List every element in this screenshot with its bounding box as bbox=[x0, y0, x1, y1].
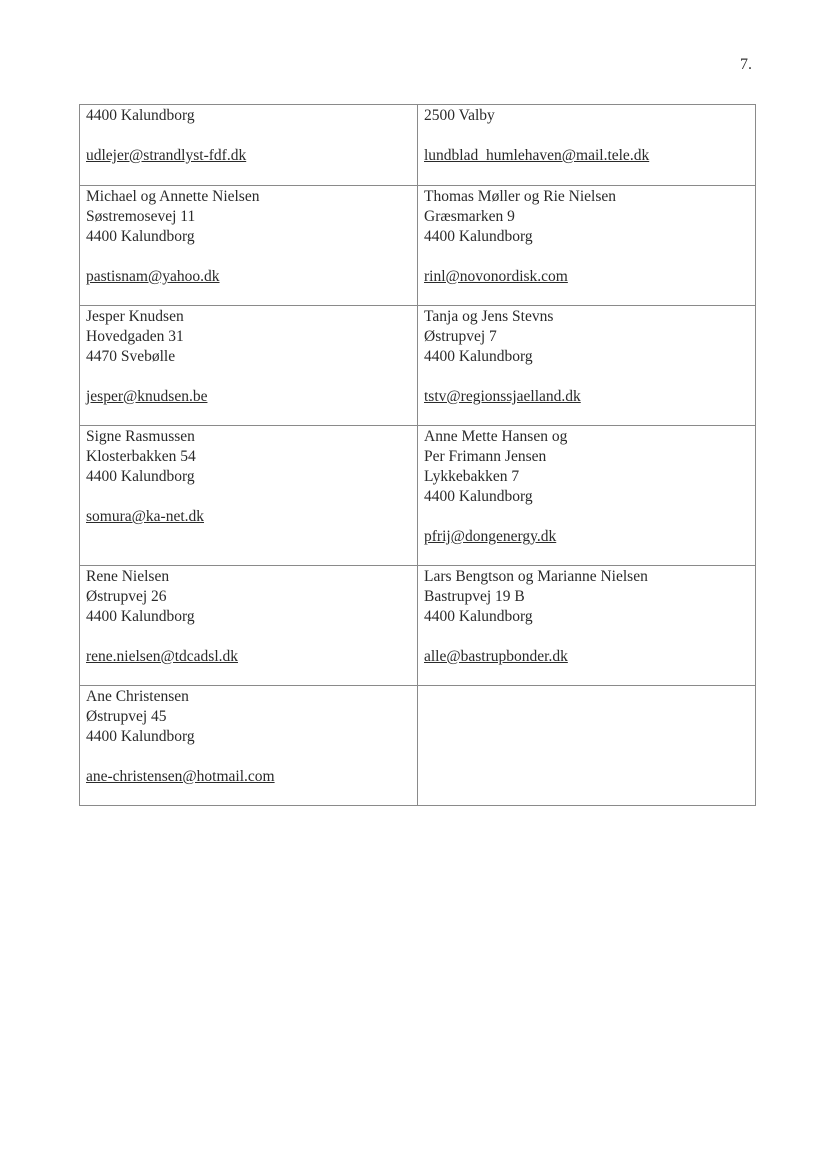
address-line: 4400 Kalundborg bbox=[86, 468, 195, 485]
email-link[interactable]: somura@ka-net.dk bbox=[86, 508, 205, 525]
contact-row bbox=[80, 686, 756, 806]
address-line: Rene Nielsen bbox=[86, 568, 170, 585]
line-gap bbox=[86, 627, 411, 647]
contact-cell-right bbox=[418, 566, 756, 686]
contact-cell-left bbox=[80, 186, 418, 306]
contact-entry bbox=[86, 105, 411, 166]
line-gap bbox=[86, 487, 411, 507]
contact-entry bbox=[86, 566, 411, 667]
contact-row bbox=[80, 426, 756, 566]
address-line: 4400 Kalundborg bbox=[424, 348, 533, 365]
contact-cell-left bbox=[80, 426, 418, 566]
address-line: Bastrupvej 19 B bbox=[424, 588, 525, 605]
contact-table bbox=[79, 104, 756, 806]
address-line: Anne Mette Hansen og bbox=[424, 428, 568, 445]
line-gap bbox=[86, 747, 411, 767]
address-line: 4400 Kalundborg bbox=[424, 608, 533, 625]
line-gap bbox=[424, 507, 749, 527]
contact-cell-right bbox=[418, 105, 756, 186]
address-line: Thomas Møller og Rie Nielsen bbox=[424, 188, 616, 205]
address-line: 4400 Kalundborg bbox=[86, 728, 195, 745]
address-line: Lykkebakken 7 bbox=[424, 468, 520, 485]
address-line: Græsmarken 9 bbox=[424, 208, 515, 225]
contact-entry bbox=[424, 306, 749, 407]
contact-entry bbox=[424, 566, 749, 667]
email-link[interactable]: lundblad_humlehaven@mail.tele.dk bbox=[424, 147, 650, 164]
contact-table-body bbox=[80, 105, 756, 806]
address-line: Tanja og Jens Stevns bbox=[424, 308, 554, 325]
contact-row bbox=[80, 306, 756, 426]
contact-cell-left bbox=[80, 566, 418, 686]
address-line: 4400 Kalundborg bbox=[86, 608, 195, 625]
address-line: 4400 Kalundborg bbox=[86, 228, 195, 245]
email-link[interactable]: pfrij@dongenergy.dk bbox=[424, 528, 557, 545]
line-gap bbox=[86, 247, 411, 267]
line-gap bbox=[424, 247, 749, 267]
address-line: Jesper Knudsen bbox=[86, 308, 184, 325]
address-line: Lars Bengtson og Marianne Nielsen bbox=[424, 568, 648, 585]
contact-entry bbox=[424, 105, 749, 166]
address-line: Ane Christensen bbox=[86, 688, 189, 705]
line-gap bbox=[424, 627, 749, 647]
address-line: 4400 Kalundborg bbox=[424, 228, 533, 245]
contact-entry bbox=[86, 426, 411, 527]
address-line: 4400 Kalundborg bbox=[86, 107, 195, 124]
email-link[interactable]: alle@bastrupbonder.dk bbox=[424, 648, 568, 665]
email-link[interactable]: udlejer@strandlyst-fdf.dk bbox=[86, 147, 247, 164]
address-line: Søstremosevej 11 bbox=[86, 208, 196, 225]
contact-row bbox=[80, 186, 756, 306]
address-line: 4400 Kalundborg bbox=[424, 488, 533, 505]
contact-cell-left bbox=[80, 686, 418, 806]
address-line: Signe Rasmussen bbox=[86, 428, 195, 445]
contact-row bbox=[80, 105, 756, 186]
contact-entry bbox=[86, 686, 411, 787]
contact-cell-right bbox=[418, 426, 756, 566]
address-line: Hovedgaden 31 bbox=[86, 328, 184, 345]
email-link[interactable]: ane-christensen@hotmail.com bbox=[86, 768, 275, 785]
address-line: Klosterbakken 54 bbox=[86, 448, 196, 465]
address-line: Michael og Annette Nielsen bbox=[86, 188, 260, 205]
contact-cell-left bbox=[80, 306, 418, 426]
contact-entry bbox=[86, 306, 411, 407]
address-line: 4470 Svebølle bbox=[86, 348, 176, 365]
email-link[interactable]: rene.nielsen@tdcadsl.dk bbox=[86, 648, 239, 665]
contact-entry bbox=[86, 186, 411, 287]
address-line: Østrupvej 7 bbox=[424, 328, 497, 345]
line-gap bbox=[424, 367, 749, 387]
page-number: 7. bbox=[740, 56, 752, 73]
contact-cell-right bbox=[418, 186, 756, 306]
line-gap bbox=[86, 367, 411, 387]
address-line: Østrupvej 45 bbox=[86, 708, 167, 725]
email-link[interactable]: jesper@knudsen.be bbox=[86, 388, 208, 405]
line-gap bbox=[86, 126, 411, 146]
contact-row bbox=[80, 566, 756, 686]
address-line: Østrupvej 26 bbox=[86, 588, 167, 605]
address-line: 2500 Valby bbox=[424, 107, 495, 124]
contact-entry bbox=[424, 686, 749, 687]
contact-entry bbox=[424, 426, 749, 547]
contact-cell-right bbox=[418, 686, 756, 806]
contact-cell-left bbox=[80, 105, 418, 186]
contact-cell-right bbox=[418, 306, 756, 426]
contact-entry bbox=[424, 186, 749, 287]
address-line: Per Frimann Jensen bbox=[424, 448, 547, 465]
email-link[interactable]: tstv@regionssjaelland.dk bbox=[424, 388, 581, 405]
email-link[interactable]: rinl@novonordisk.com bbox=[424, 268, 568, 285]
email-link[interactable]: pastisnam@yahoo.dk bbox=[86, 268, 220, 285]
line-gap bbox=[424, 126, 749, 146]
